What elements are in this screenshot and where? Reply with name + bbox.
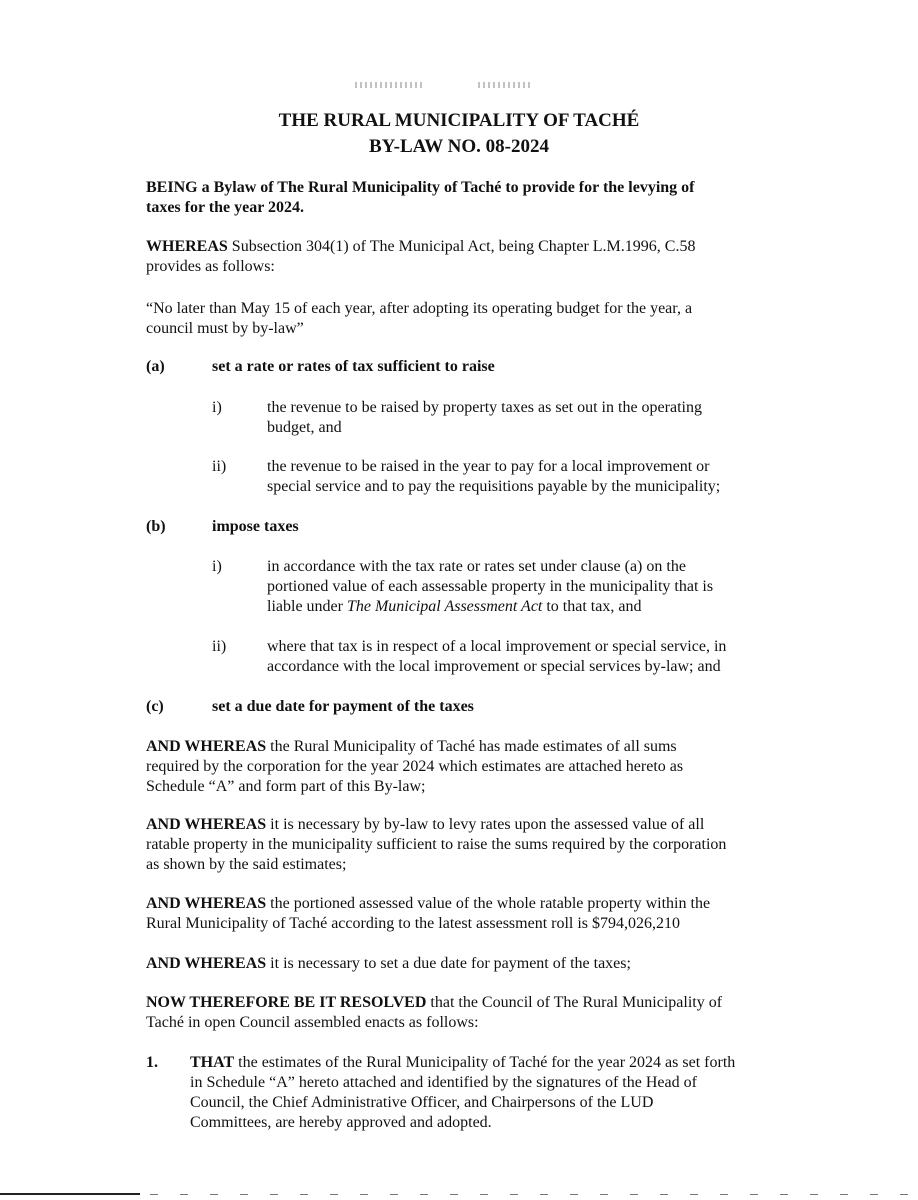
item-1-number: 1.: [146, 1054, 158, 1071]
item-1-line-4: Committees, are hereby approved and adopted.: [190, 1114, 492, 1131]
clause-b-i-label: i): [212, 558, 222, 575]
clause-a-ii-line-1: the revenue to be raised in the year to pay for a local improvement or: [267, 458, 710, 475]
clause-a-ii-label: ii): [212, 458, 227, 475]
quote-line-1: “No later than May 15 of each year, after adopting its operating budget for the year, a: [146, 300, 693, 317]
clause-a-i-label: i): [212, 399, 222, 416]
scan-noise-mark: [355, 82, 425, 88]
bylaw-number: BY-LAW NO. 08-2024: [369, 136, 549, 157]
clause-b-i-line-2: portioned value of each assessable property in the municipality that is: [267, 578, 714, 595]
clause-b-ii-label: ii): [212, 638, 227, 655]
and-whereas-1-line-2: required by the corporation for the year 2024 which estimates are attached hereto as: [146, 758, 684, 775]
clause-b-ii-line-1: where that tax is in respect of a local improvement or special service, in: [267, 638, 727, 655]
document-title: THE RURAL MUNICIPALITY OF TACHÉ: [278, 110, 640, 131]
clause-c-text: set a due date for payment of the taxes: [212, 698, 474, 715]
and-whereas-1-line-3: Schedule “A” and form part of this By-law;: [146, 778, 426, 795]
clause-a-label: (a): [146, 358, 165, 375]
clause-a-ii-line-2: special service and to pay the requisitions payable by the municipality;: [267, 478, 721, 495]
and-whereas-4-line-1: AND WHEREAS it is necessary to set a due date for payment of the taxes;: [146, 955, 631, 972]
and-whereas-3-line-2: Rural Municipality of Taché according to the latest assessment roll is $794,026,210: [146, 915, 681, 932]
clause-b-ii-line-2: accordance with the local improvement or special services by-law; and: [267, 658, 721, 675]
item-1-line-3: Council, the Chief Administrative Officer, and Chairpersons of the LUD: [190, 1094, 654, 1111]
resolved-line-1: NOW THEREFORE BE IT RESOLVED that the Council of The Rural Municipality of: [146, 994, 723, 1011]
item-1-line-1: THAT the estimates of the Rural Municipality of Taché for the year 2024 as set forth: [190, 1054, 736, 1071]
clause-a-i-line-1: the revenue to be raised by property taxes as set out in the operating: [267, 399, 702, 416]
and-whereas-2-line-3: as shown by the said estimates;: [146, 856, 347, 873]
clause-c-label: (c): [146, 698, 164, 715]
whereas-line-2: provides as follows:: [146, 258, 275, 275]
whereas-line-1: WHEREAS Subsection 304(1) of The Municipal Act, being Chapter L.M.1996, C.58: [146, 238, 696, 255]
and-whereas-1-line-1: AND WHEREAS the Rural Municipality of Taché has made estimates of all sums: [146, 738, 677, 755]
clause-b-i-line-3: liable under The Municipal Assessment Act to that tax, and: [267, 598, 642, 615]
intro-line-1: BEING a Bylaw of The Rural Municipality of Taché to provide for the levying of: [146, 179, 695, 196]
scan-noise-mark: [478, 82, 533, 88]
intro-line-2: taxes for the year 2024.: [146, 199, 305, 216]
resolved-line-2: Taché in open Council assembled enacts as follows:: [146, 1014, 479, 1031]
item-1-line-2: in Schedule “A” hereto attached and identified by the signatures of the Head of: [190, 1074, 697, 1091]
clause-b-label: (b): [146, 518, 166, 535]
clause-a-i-line-2: budget, and: [267, 419, 342, 436]
quote-line-2: council must by by-law”: [146, 320, 304, 337]
clause-a-text: set a rate or rates of tax sufficient to raise: [212, 358, 495, 375]
and-whereas-2-line-2: ratable property in the municipality sufficient to raise the sums required by the corporation: [146, 836, 727, 853]
and-whereas-2-line-1: AND WHEREAS it is necessary by by-law to levy rates upon the assessed value of all: [146, 816, 705, 833]
clause-b-text: impose taxes: [212, 518, 299, 535]
scan-edge-line: [0, 1193, 140, 1195]
scan-edge-dashes: [150, 1194, 910, 1195]
and-whereas-3-line-1: AND WHEREAS the portioned assessed value of the whole ratable property within the: [146, 895, 711, 912]
clause-b-i-line-1: in accordance with the tax rate or rates set under clause (a) on the: [267, 558, 686, 575]
